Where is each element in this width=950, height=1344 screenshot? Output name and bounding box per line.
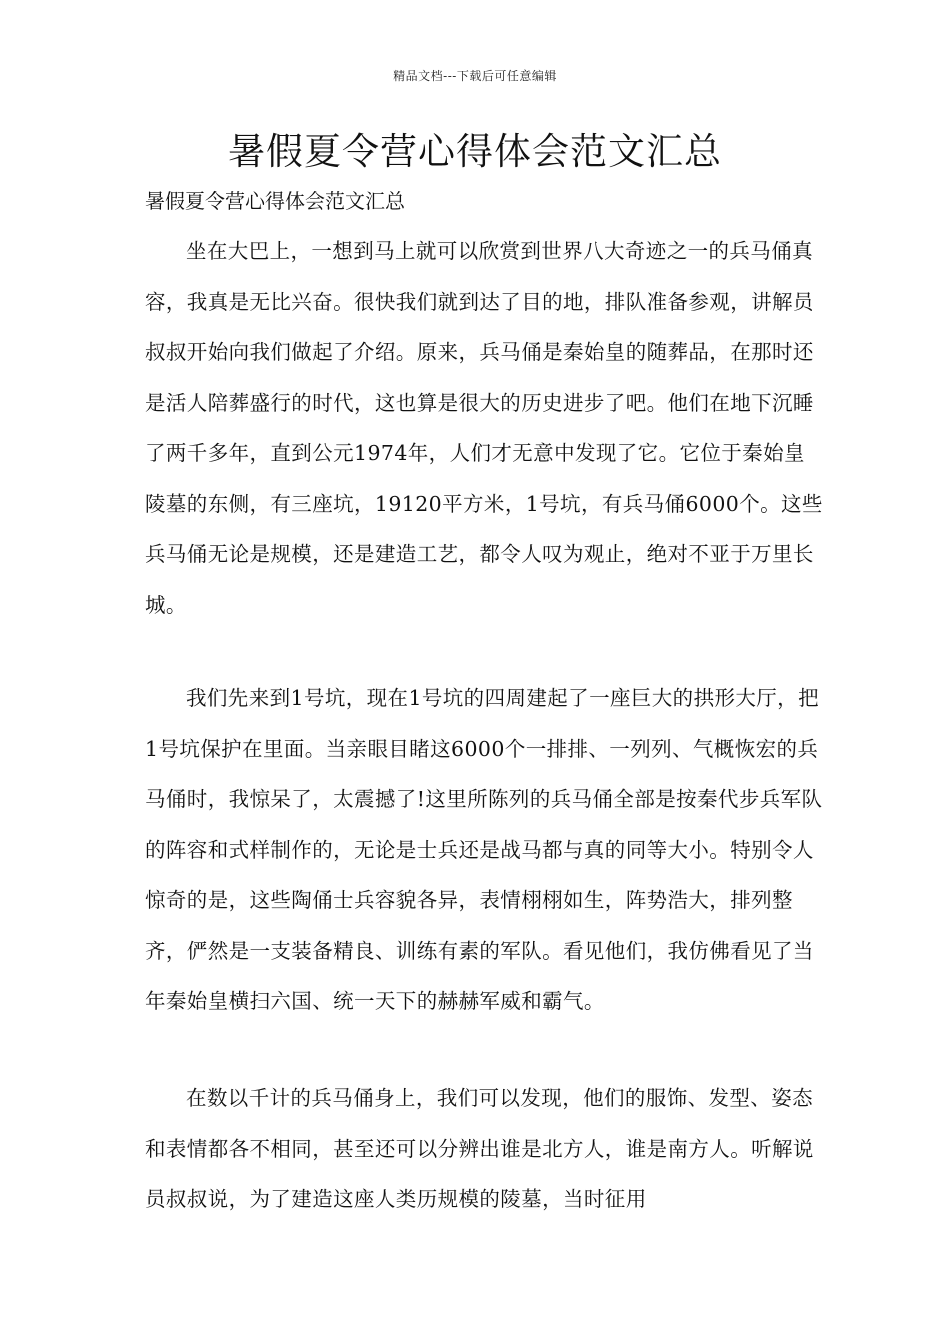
- document-title: 暑假夏令营心得体会范文汇总: [228, 130, 722, 173]
- page-header: 精品文档---下载后可任意编辑: [393, 69, 557, 83]
- paragraph: 我们先来到1号坑，现在1号坑的四周建起了一座巨大的拱形大厅，把1号坑保护在里面。当亲眼目睹这6000个一排排、一列列、气概恢宏的兵马俑时，我惊呆了，太震撼了!这里所陈列的兵马俑全部是按秦代步兵军队的阵容和式样制作的，无论是士兵还是战马都与真的同等大小。特别令人惊奇的是，这些陶俑士兵容貌各异，表情栩栩如生，阵势浩大，排列整齐，俨然是一支装备精良、训练有素的军队。看见他们，我仿佛看见了当年秦始皇横扫六国、统一天下的赫赫军威和霸气。: [145, 686, 823, 1013]
- document-subtitle: 暑假夏令营心得体会范文汇总: [145, 189, 405, 213]
- paragraph: 坐在大巴上，一想到马上就可以欣赏到世界八大奇迹之一的兵马俑真容，我真是无比兴奋。很快我们就到达了目的地，排队准备参观，讲解员叔叔开始向我们做起了介绍。原来，兵马俑是秦始皇的随葬品，在那时还是活人陪葬盛行的时代，这也算是很大的历史进步了吧。他们在地下沉睡了两千多年，直到公元1974年，人们才无意中发现了它。它位于秦始皇陵墓的东侧，有三座坑，19120平方米，1号坑，有兵马俑6000个。这些兵马俑无论是规模，还是建造工艺，都令人叹为观止，绝对不亚于万里长城。: [145, 239, 823, 617]
- paragraph: 在数以千计的兵马俑身上，我们可以发现，他们的服饰、发型、姿态和表情都各不相同，甚至还可以分辨出谁是北方人，谁是南方人。听解说员叔叔说，为了建造这座人类历规模的陵墓，当时征用: [145, 1086, 814, 1211]
